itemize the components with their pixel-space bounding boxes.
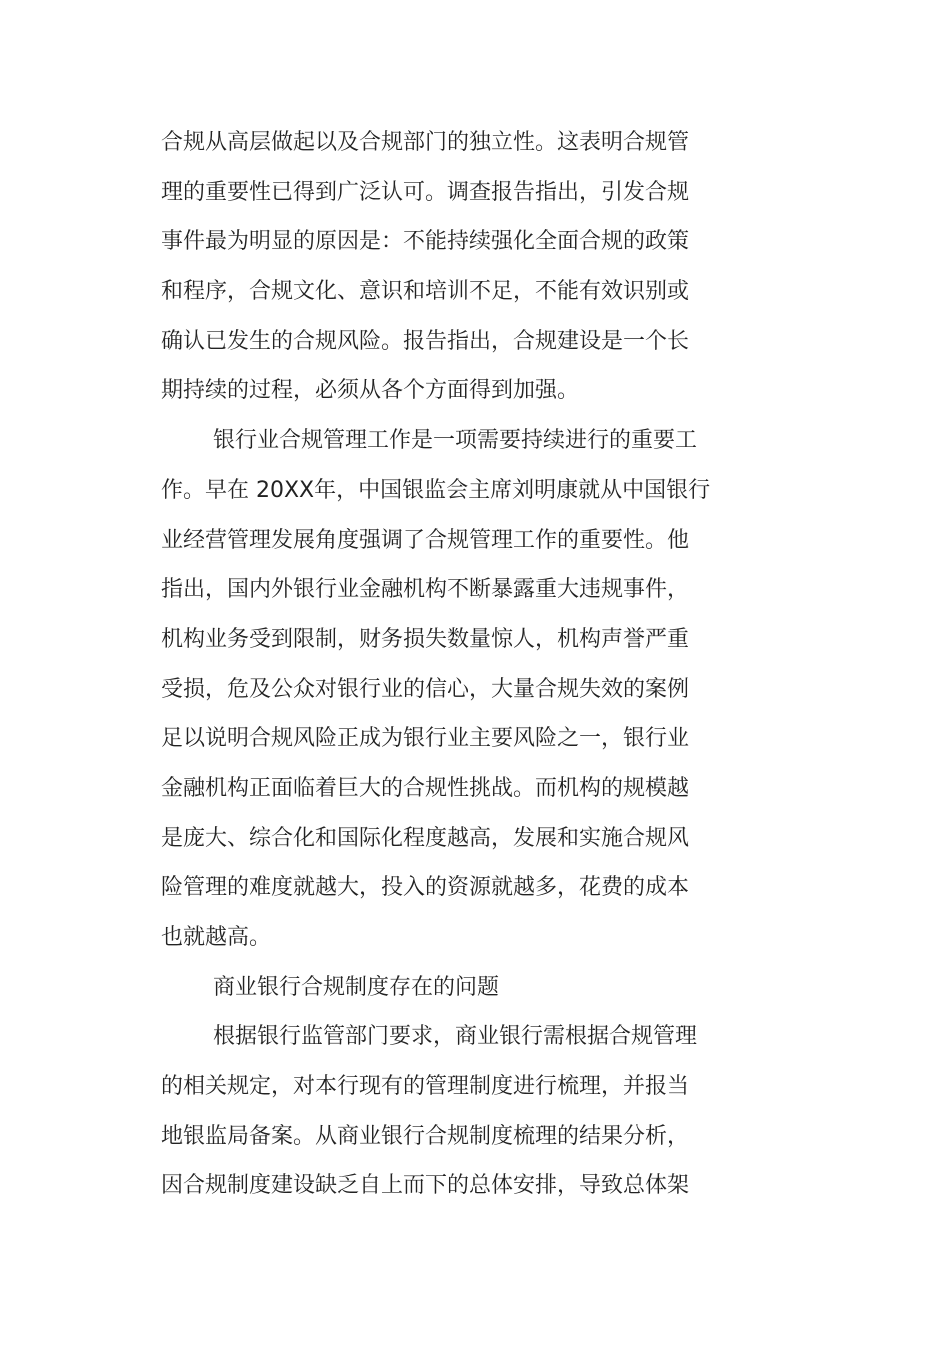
text-line: 的相关规定，对本行现有的管理制度进行梳理，并报当	[161, 1074, 690, 1100]
text-line: 确认已发生的合规风险。报告指出，合规建设是一个长	[161, 328, 690, 354]
text-line: 地银监局备案。从商业银行合规制度梳理的结果分析，	[161, 1123, 690, 1149]
text-line: 险管理的难度就越大，投入的资源就越多，花费的成本	[161, 875, 690, 901]
text-line: 商业银行合规制度存在的问题	[213, 974, 500, 1000]
text-line: 足以说明合规风险正成为银行业主要风险之一，银行业	[161, 726, 690, 752]
text-line: 银行业合规管理工作是一项需要持续进行的重要工	[213, 428, 698, 454]
text-line: 受损，危及公众对银行业的信心，大量合规失效的案例	[161, 676, 690, 702]
text-line: 和程序，合规文化、意识和培训不足，不能有效识别或	[161, 279, 690, 305]
text-line: 金融机构正面临着巨大的合规性挑战。而机构的规模越	[161, 775, 690, 801]
text-line: 作。早在 20XX年，中国银监会主席刘明康就从中国银行	[161, 477, 711, 503]
text-line: 理的重要性已得到广泛认可。调查报告指出，引发合规	[161, 179, 690, 205]
text-line: 也就越高。	[161, 925, 272, 950]
text-line: 机构业务受到限制，财务损失数量惊人，机构声誉严重	[161, 626, 690, 652]
text-line: 因合规制度建设缺乏自上而下的总体安排，导致总体架	[161, 1173, 690, 1199]
text-line: 根据银行监管部门要求，商业银行需根据合规管理	[213, 1024, 698, 1050]
text-line: 业经营管理发展角度强调了合规管理工作的重要性。他	[161, 527, 690, 553]
text-line: 指出，国内外银行业金融机构不断暴露重大违规事件，	[161, 577, 690, 603]
text-line: 事件最为明显的原因是：不能持续强化全面合规的政策	[161, 229, 690, 255]
text-line: 是庞大、综合化和国际化程度越高，发展和实施合规风	[161, 825, 690, 851]
body-text	[161, 118, 761, 1211]
text-line: 期持续的过程，必须从各个方面得到加强。	[161, 378, 580, 404]
text-line: 合规从高层做起以及合规部门的独立性。这表明合规管	[161, 130, 690, 155]
